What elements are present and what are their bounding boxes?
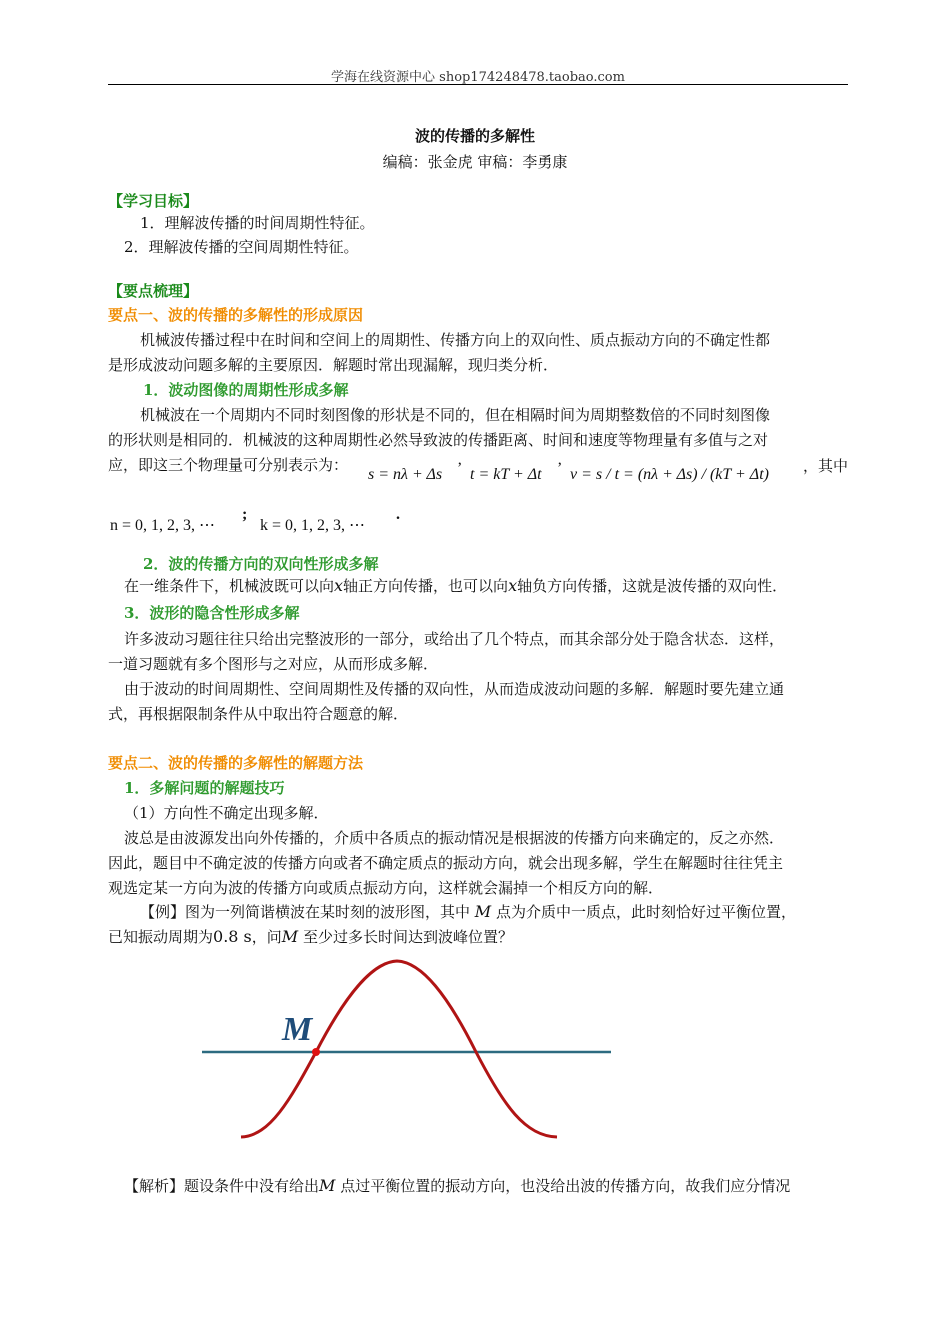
point2-heading: 要点二、波的传播的多解性的解题方法 [108, 754, 364, 772]
formula-separator: ’ [457, 460, 463, 477]
formula-separator: ’ [557, 460, 563, 477]
subsection-heading: 1．多解问题的解题技巧 [124, 779, 285, 797]
paragraph-line: 观选定某一方向为波的传播方向或质点振动方向，这样就会漏掉一个相反方向的解． [108, 879, 664, 897]
list-item: （1）方向性不确定出现多解． [124, 804, 329, 822]
wave-curve [241, 961, 557, 1137]
goals-heading: 【学习目标】 [108, 192, 199, 210]
paragraph-line: 应，即这三个物理量可分别表示为： [108, 456, 349, 474]
formula-v: v = s / t = (nλ + Δs) / (kT + Δt) [570, 466, 769, 483]
point1-heading: 要点一、波的传播的多解性的形成原因 [108, 306, 364, 324]
paragraph-line: 式，再根据限制条件从中取出符合题意的解． [108, 705, 409, 723]
page-header: 学海在线资源中心 shop174248478.taobao.com [331, 70, 625, 85]
point-m-marker [312, 1048, 320, 1056]
formula-tail: ，其中 [803, 457, 849, 475]
paragraph-line: 一道习题就有多个图形与之对应，从而形成多解． [108, 655, 439, 673]
formula-separator: ; [242, 506, 248, 523]
goal-item: 1．理解波传播的时间周期性特征。 [140, 214, 375, 232]
analysis-line: 【解析】题设条件中没有给出M 点过平衡位置的振动方向，也没给出波的传播方向，故我们应分情况 [124, 1176, 791, 1195]
goal-item: 2．理解波传播的空间周期性特征。 [124, 238, 359, 256]
range-k: k = 0, 1, 2, 3, ⋯ [260, 517, 366, 534]
example-line: 已知振动周期为0.8 s，问M 至少过多长时间达到波峰位置？ [108, 927, 513, 946]
subsection-heading: 3．波形的隐含性形成多解 [124, 604, 300, 622]
summary-heading: 【要点梳理】 [108, 282, 199, 300]
editors-line: 编稿：张金虎 审稿：李勇康 [382, 153, 568, 171]
paragraph-line: 机械波在一个周期内不同时刻图像的形状是不同的，但在相隔时间为周期整数倍的不同时刻图像 [140, 406, 771, 424]
paragraph-line: 是形成波动问题多解的主要原因．解题时常出现漏解，现归类分析． [108, 356, 559, 374]
paragraph-line: 在一维条件下，机械波既可以向x轴正方向传播，也可以向x轴负方向传播，这就是波传播的双向性． [124, 576, 788, 595]
subsection-heading: 1．波动图像的周期性形成多解 [143, 381, 349, 399]
range-n: n = 0, 1, 2, 3, ⋯ [110, 517, 216, 534]
formula-t: t = kT + Δt [470, 466, 542, 483]
paragraph-line: 因此，题目中不确定波的传播方向或者不确定质点的振动方向，就会出现多解，学生在解题时往往凭主 [108, 854, 784, 872]
paragraph-line: 的形状则是相同的．机械波的这种周期性必然导致波的传播距离、时间和速度等物理量有多值与之对 [108, 431, 769, 449]
formula-s: s = nλ + Δs [368, 466, 443, 483]
page-title: 波的传播的多解性 [414, 127, 535, 145]
subsection-heading: 2．波的传播方向的双向性形成多解 [143, 555, 379, 573]
formula-separator: . [396, 506, 400, 523]
example-line: 【例】图为一列简谐横波在某时刻的波形图，其中 M 点为介质中一质点，此时刻恰好过平衡位置， [140, 902, 796, 921]
paragraph-line: 波总是由波源发出向外传播的，介质中各质点的振动情况是根据波的传播方向来确定的，反之亦然． [124, 829, 785, 847]
point-m-label: M [282, 1011, 313, 1048]
paragraph-line: 机械波传播过程中在时间和空间上的周期性、传播方向上的双向性、质点振动方向的不确定性都 [140, 331, 771, 349]
paragraph-line: 由于波动的时间周期性、空间周期性及传播的双向性，从而造成波动问题的多解．解题时要先建立通 [124, 680, 785, 698]
paragraph-line: 许多波动习题往往只给出完整波形的一部分，或给出了几个特点，而其余部分处于隐含状态．这样， [124, 630, 785, 648]
